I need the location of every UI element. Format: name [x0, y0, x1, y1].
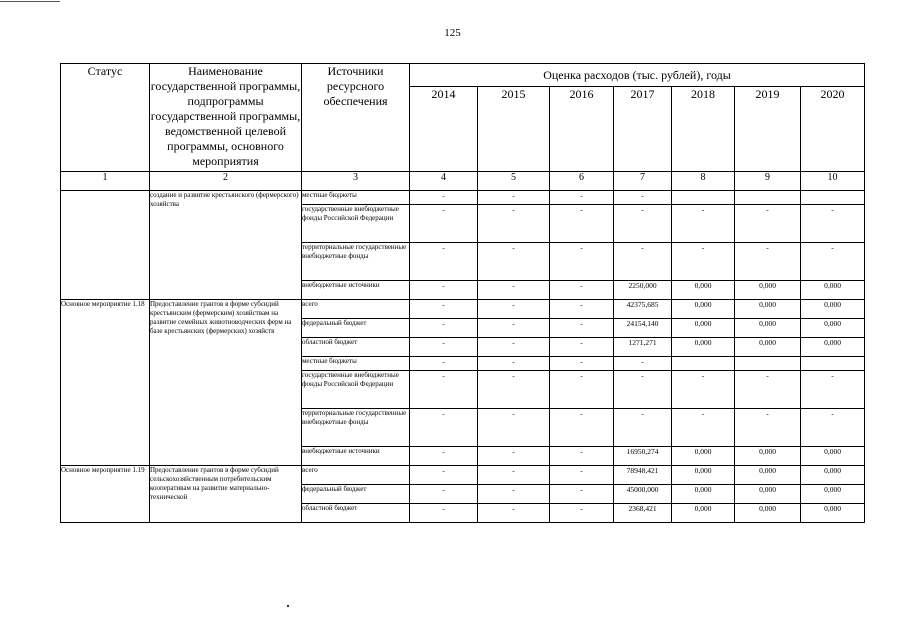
- source-cell: территориальные государственные внебюджетные фонды: [302, 409, 410, 447]
- header-year: 2015: [478, 87, 550, 172]
- value-cell: -: [735, 243, 801, 281]
- value-cell: -: [478, 281, 550, 300]
- value-cell: -: [410, 319, 478, 338]
- value-cell: -: [410, 371, 478, 409]
- header-program-name: Наименование государственной программы, подпрограммы государственной программы, ведомственной целевой программы, основного мероприятия: [150, 64, 302, 172]
- top-rule: [0, 1, 60, 2]
- value-cell: 16950,274: [614, 447, 672, 466]
- value-cell: -: [801, 243, 865, 281]
- value-cell: -: [614, 371, 672, 409]
- value-cell: -: [410, 447, 478, 466]
- column-number: 2: [150, 172, 302, 191]
- header-year: 2018: [672, 87, 735, 172]
- source-cell: федеральный бюджет: [302, 319, 410, 338]
- header-sources: Источники ресурсного обеспечения: [302, 64, 410, 172]
- value-cell: 1271,271: [614, 338, 672, 357]
- value-cell: -: [478, 357, 550, 371]
- column-number: 3: [302, 172, 410, 191]
- value-cell: -: [550, 191, 614, 205]
- value-cell: -: [478, 504, 550, 523]
- source-cell: областной бюджет: [302, 338, 410, 357]
- value-cell: 0,000: [801, 466, 865, 485]
- value-cell: 0,000: [735, 281, 801, 300]
- value-cell: 0,000: [735, 466, 801, 485]
- header-year: 2016: [550, 87, 614, 172]
- header-status: Статус: [61, 64, 150, 172]
- source-cell: местные бюджеты: [302, 357, 410, 371]
- status-cell: [61, 191, 150, 300]
- value-cell: -: [410, 357, 478, 371]
- source-cell: областной бюджет: [302, 504, 410, 523]
- source-cell: внебюджетные источники: [302, 447, 410, 466]
- source-cell: федеральный бюджет: [302, 485, 410, 504]
- value-cell: 0,000: [672, 300, 735, 319]
- value-cell: 78948,421: [614, 466, 672, 485]
- value-cell: 0,000: [735, 447, 801, 466]
- value-cell: -: [478, 409, 550, 447]
- program-name-cell: Предоставление грантов в форме субсидий сельскохозяйственным потребительским кооперативам на развитие материально-технической: [150, 466, 302, 523]
- column-number: 4: [410, 172, 478, 191]
- value-cell: -: [478, 447, 550, 466]
- value-cell: 0,000: [801, 281, 865, 300]
- page-number: 125: [444, 27, 461, 39]
- column-number: 5: [478, 172, 550, 191]
- value-cell: -: [410, 504, 478, 523]
- status-cell: Основное мероприятие 1.19: [61, 466, 150, 523]
- value-cell: -: [735, 205, 801, 243]
- value-cell: -: [672, 205, 735, 243]
- value-cell: -: [550, 319, 614, 338]
- value-cell: -: [478, 485, 550, 504]
- value-cell: 0,000: [672, 485, 735, 504]
- source-cell: территориальные государственные внебюджетные фонды: [302, 243, 410, 281]
- value-cell: 0,000: [672, 319, 735, 338]
- value-cell: [801, 357, 865, 371]
- value-cell: -: [672, 371, 735, 409]
- value-cell: -: [550, 338, 614, 357]
- value-cell: -: [478, 319, 550, 338]
- column-number: 9: [735, 172, 801, 191]
- value-cell: 0,000: [672, 281, 735, 300]
- source-cell: местные бюджеты: [302, 191, 410, 205]
- page-mark: [287, 605, 289, 607]
- column-number: 8: [672, 172, 735, 191]
- value-cell: -: [735, 409, 801, 447]
- column-number: 1: [61, 172, 150, 191]
- value-cell: -: [550, 485, 614, 504]
- value-cell: -: [478, 243, 550, 281]
- value-cell: 0,000: [801, 485, 865, 504]
- value-cell: -: [550, 504, 614, 523]
- table-row: [61, 191, 865, 205]
- value-cell: -: [801, 371, 865, 409]
- value-cell: -: [410, 485, 478, 504]
- column-number: 10: [801, 172, 865, 191]
- value-cell: -: [550, 447, 614, 466]
- value-cell: -: [410, 281, 478, 300]
- value-cell: -: [478, 466, 550, 485]
- value-cell: 45000,000: [614, 485, 672, 504]
- value-cell: [735, 191, 801, 205]
- value-cell: 0,000: [801, 504, 865, 523]
- column-number: 7: [614, 172, 672, 191]
- value-cell: 0,000: [735, 319, 801, 338]
- value-cell: 0,000: [672, 504, 735, 523]
- value-cell: -: [410, 205, 478, 243]
- source-cell: государственные внебюджетные фонды Российской Федерации: [302, 371, 410, 409]
- value-cell: -: [614, 243, 672, 281]
- value-cell: 0,000: [801, 300, 865, 319]
- value-cell: -: [550, 371, 614, 409]
- table-row: [61, 466, 865, 485]
- value-cell: -: [550, 409, 614, 447]
- value-cell: -: [672, 243, 735, 281]
- value-cell: -: [410, 409, 478, 447]
- value-cell: -: [410, 191, 478, 205]
- value-cell: -: [801, 205, 865, 243]
- value-cell: 0,000: [672, 447, 735, 466]
- value-cell: -: [478, 191, 550, 205]
- value-cell: -: [550, 300, 614, 319]
- value-cell: -: [614, 409, 672, 447]
- status-cell: Основное мероприятие 1.18: [61, 300, 150, 466]
- value-cell: 0,000: [735, 338, 801, 357]
- value-cell: [801, 191, 865, 205]
- program-name-cell: создание и развитие крестьянского (фермерского) хозяйства: [150, 191, 302, 300]
- value-cell: 0,000: [672, 338, 735, 357]
- value-cell: -: [550, 243, 614, 281]
- value-cell: 0,000: [801, 319, 865, 338]
- value-cell: -: [801, 409, 865, 447]
- value-cell: [672, 191, 735, 205]
- source-cell: государственные внебюджетные фонды Российской Федерации: [302, 205, 410, 243]
- value-cell: 0,000: [801, 447, 865, 466]
- source-cell: внебюджетные источники: [302, 281, 410, 300]
- value-cell: -: [410, 338, 478, 357]
- value-cell: -: [735, 371, 801, 409]
- source-cell: всего: [302, 300, 410, 319]
- value-cell: -: [614, 357, 672, 371]
- value-cell: 0,000: [735, 504, 801, 523]
- budget-table: [60, 63, 865, 523]
- value-cell: -: [550, 466, 614, 485]
- value-cell: 2250,000: [614, 281, 672, 300]
- value-cell: 0,000: [801, 338, 865, 357]
- value-cell: 0,000: [672, 466, 735, 485]
- value-cell: -: [672, 409, 735, 447]
- value-cell: [672, 357, 735, 371]
- header-estimate: Оценка расходов (тыс. рублей), годы: [410, 64, 865, 87]
- header-year: 2020: [801, 87, 865, 172]
- value-cell: -: [614, 191, 672, 205]
- source-cell: всего: [302, 466, 410, 485]
- value-cell: -: [550, 281, 614, 300]
- value-cell: -: [550, 357, 614, 371]
- value-cell: -: [410, 466, 478, 485]
- value-cell: 42375,685: [614, 300, 672, 319]
- value-cell: -: [410, 243, 478, 281]
- value-cell: -: [478, 371, 550, 409]
- value-cell: -: [478, 205, 550, 243]
- column-number: 6: [550, 172, 614, 191]
- value-cell: 0,000: [735, 485, 801, 504]
- header-year: 2014: [410, 87, 478, 172]
- value-cell: -: [478, 300, 550, 319]
- table-row: [61, 300, 865, 319]
- header-year: 2019: [735, 87, 801, 172]
- value-cell: -: [478, 338, 550, 357]
- value-cell: -: [550, 205, 614, 243]
- value-cell: 0,000: [735, 300, 801, 319]
- value-cell: [735, 357, 801, 371]
- program-name-cell: Предоставление грантов в форме субсидий крестьянским (фермерским) хозяйствам на развитие семейных животноводческих ферм на базе крестьянских (фермерских) хозяйств: [150, 300, 302, 466]
- value-cell: -: [614, 205, 672, 243]
- value-cell: 2368,421: [614, 504, 672, 523]
- value-cell: -: [410, 300, 478, 319]
- header-year: 2017: [614, 87, 672, 172]
- value-cell: 24154,140: [614, 319, 672, 338]
